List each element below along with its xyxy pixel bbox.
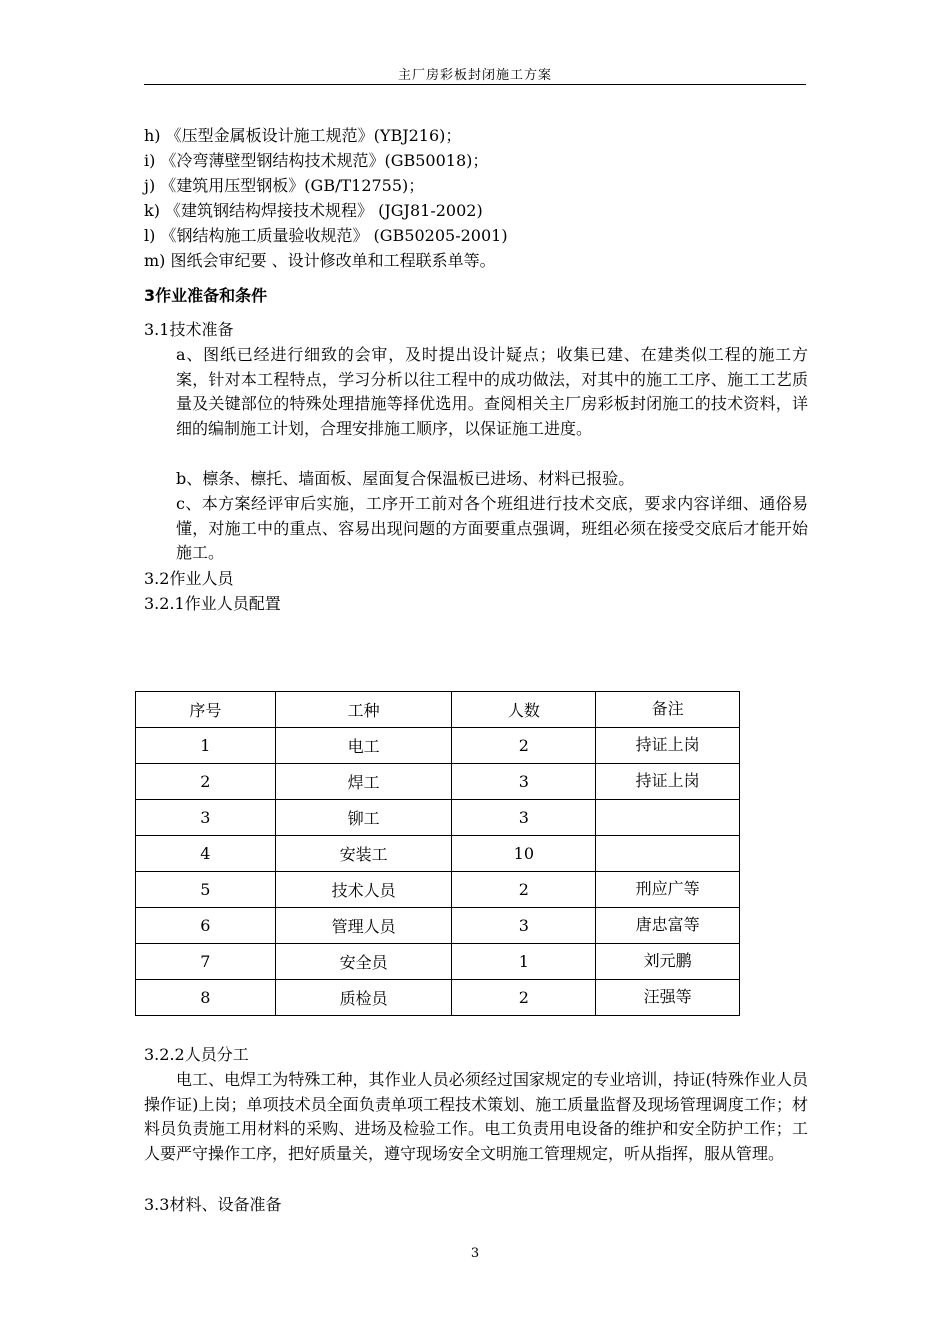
table-cell: 6 xyxy=(136,908,276,944)
table-cell: 5 xyxy=(136,872,276,908)
table-header-cell: 人数 xyxy=(452,692,596,728)
table-header-cell: 工种 xyxy=(275,692,452,728)
table-cell: 铆工 xyxy=(275,800,452,836)
table-cell: 电工 xyxy=(275,728,452,764)
section-3-2-heading: 3.2作业人员 xyxy=(144,569,234,588)
table-cell: 1 xyxy=(136,728,276,764)
paragraph-a: a、图纸已经进行细致的会审，及时提出设计疑点；收集已建、在建类似工程的施工方案，针对本工程特点，学习分析以往工程中的成功做法，对其中的施工工序、施工工艺质量及关键部位的特殊处理措施等择优选用。查阅相关主厂房彩板封闭施工的技术资料，详细的编制施工计划，合理安排施工顺序，以保证施工进度。 xyxy=(176,345,808,438)
section-3-heading: 3作业准备和条件 xyxy=(144,286,268,305)
table-row xyxy=(136,872,740,908)
table-cell: 技术人员 xyxy=(275,872,452,908)
table-cell: 质检员 xyxy=(275,980,452,1016)
section-3-2-1-heading: 3.2.1作业人员配置 xyxy=(144,594,281,613)
table-cell: 1 xyxy=(452,944,596,980)
table-row xyxy=(136,944,740,980)
table-cell xyxy=(596,836,740,872)
table-cell: 2 xyxy=(452,980,596,1016)
header-title: 主厂房彩板封闭施工方案 xyxy=(397,68,552,83)
reference-item: h) 《压型金属板设计施工规范》(YBJ216)； xyxy=(144,126,462,145)
table-cell: 刑应广等 xyxy=(596,872,740,908)
table-cell: 3 xyxy=(452,908,596,944)
personnel-table xyxy=(135,691,740,1016)
table-header-row xyxy=(136,692,740,728)
table-cell: 持证上岗 xyxy=(596,764,740,800)
table-cell: 安全员 xyxy=(275,944,452,980)
reference-item: m) 图纸会审纪要 、设计修改单和工程联系单等。 xyxy=(144,251,496,270)
table-row xyxy=(136,908,740,944)
table-cell: 8 xyxy=(136,980,276,1016)
section-3-2-2-heading: 3.2.2人员分工 xyxy=(144,1045,249,1064)
table-cell: 持证上岗 xyxy=(596,728,740,764)
section-3-1-heading: 3.1技术准备 xyxy=(144,320,234,339)
table-cell: 2 xyxy=(452,728,596,764)
table-cell: 3 xyxy=(136,800,276,836)
table-row xyxy=(136,728,740,764)
table-cell: 安装工 xyxy=(275,836,452,872)
paragraph-division-of-labor: 电工、电焊工为特殊工种，其作业人员必须经过国家规定的专业培训，持证(特殊作业人员操作证)上岗；单项技术员全面负责单项工程技术策划、施工质量监督及现场管理调度工作；材料员负责施工用材料的采购、进场及检验工作。电工负责用电设备的维护和安全防护工作；工人要严守操作工序，把好质量关，遵守现场安全文明施工管理规定，听从指挥，服从管理。 xyxy=(144,1070,808,1163)
paragraph-b: b、檩条、檩托、墙面板、屋面复合保温板已进场、材料已报验。 xyxy=(176,469,635,488)
reference-item: l) 《钢结构施工质量验收规范》 (GB50205-2001) xyxy=(144,226,508,245)
table-cell: 唐忠富等 xyxy=(596,908,740,944)
table-cell: 管理人员 xyxy=(275,908,452,944)
header-rule xyxy=(144,84,806,85)
table-cell: 10 xyxy=(452,836,596,872)
table-cell: 3 xyxy=(452,764,596,800)
table-cell: 刘元鹏 xyxy=(596,944,740,980)
table-cell: 4 xyxy=(136,836,276,872)
reference-item: k) 《建筑钢结构焊接技术规程》 (JGJ81-2002) xyxy=(144,201,483,220)
table-cell: 3 xyxy=(452,800,596,836)
table-row xyxy=(136,836,740,872)
table-row xyxy=(136,764,740,800)
reference-item: j) 《建筑用压型钢板》(GB/T12755)； xyxy=(144,176,425,195)
paragraph-c: c、本方案经评审后实施，工序开工前对各个班组进行技术交底，要求内容详细、通俗易懂，对施工中的重点、容易出现问题的方面要重点强调，班组必须在接受交底后才能开始施工。 xyxy=(176,494,808,562)
table-cell: 焊工 xyxy=(275,764,452,800)
table-header-cell: 备注 xyxy=(596,692,740,728)
reference-item: i) 《冷弯薄壁型钢结构技术规范》(GB50018)； xyxy=(144,151,489,170)
table-row xyxy=(136,800,740,836)
table-row xyxy=(136,980,740,1016)
table-cell: 2 xyxy=(136,764,276,800)
section-3-3-heading: 3.3材料、设备准备 xyxy=(144,1195,282,1214)
table-cell: 汪强等 xyxy=(596,980,740,1016)
table-cell: 7 xyxy=(136,944,276,980)
table-header-cell: 序号 xyxy=(136,692,276,728)
table-cell: 2 xyxy=(452,872,596,908)
page-number: 3 xyxy=(470,1246,480,1261)
table-cell xyxy=(596,800,740,836)
